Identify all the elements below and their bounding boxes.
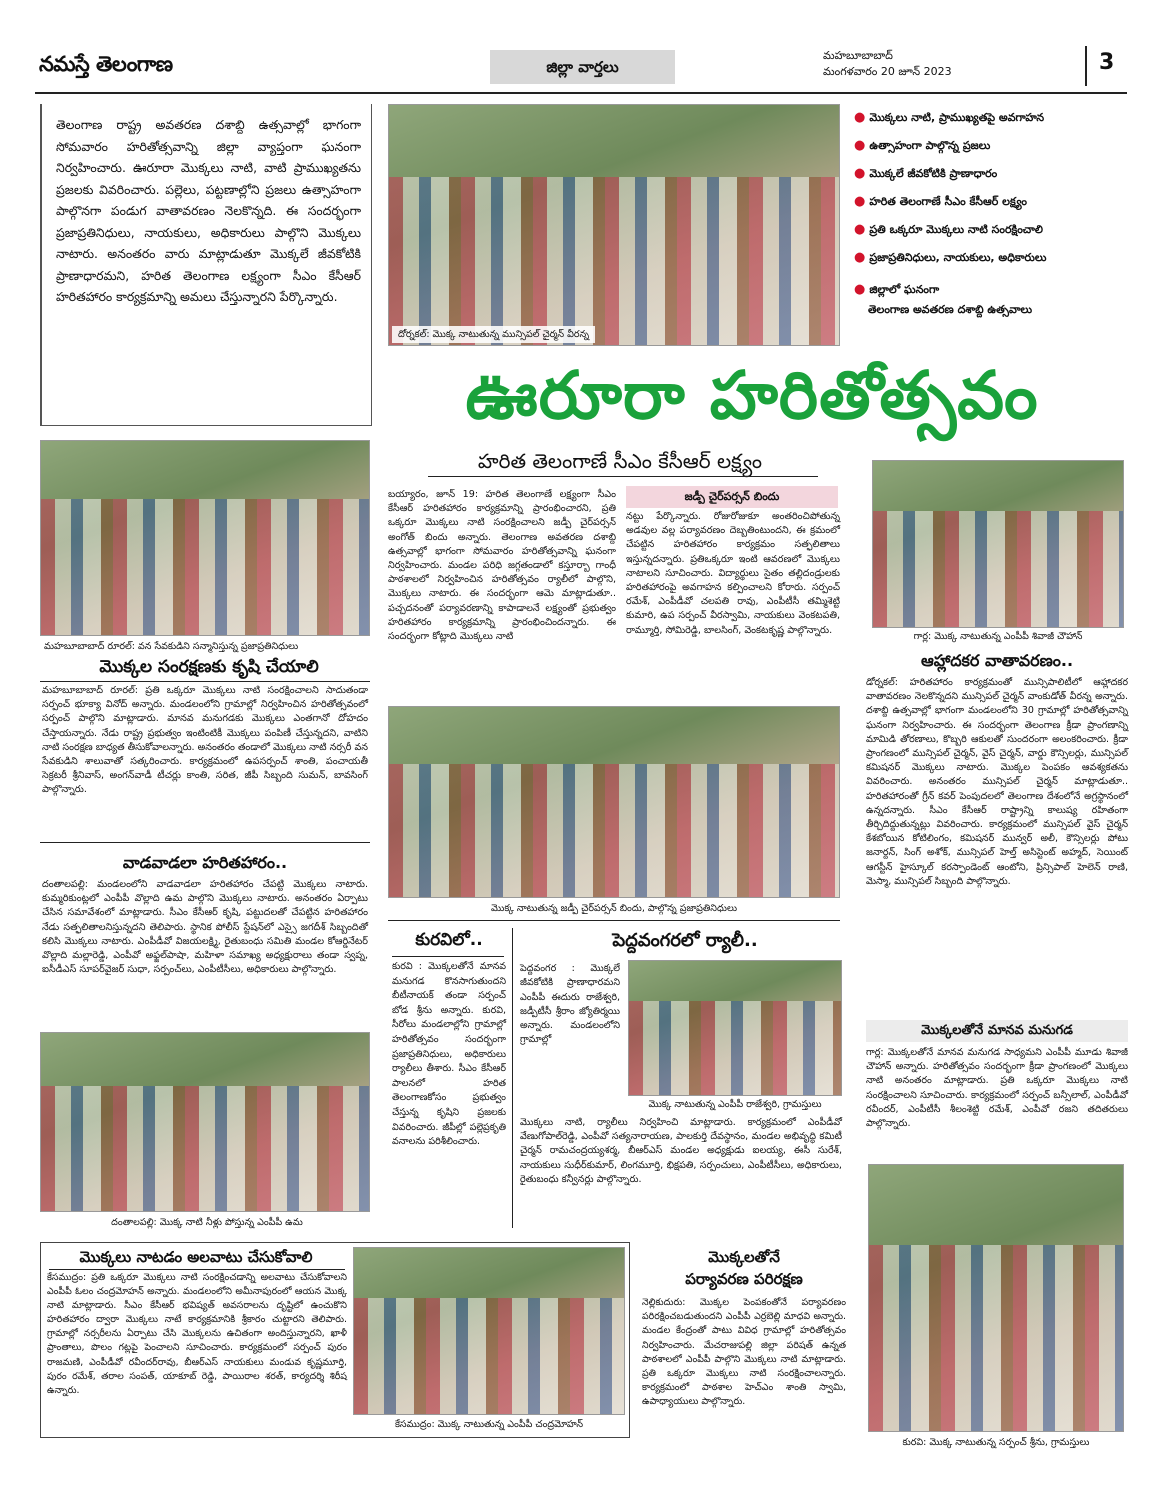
bottom-left-text: కేసముద్రం: ప్రతి ఒక్కరూ మొక్కలు నాటి సంరక్షించడాన్ని అలవాటు చేసుకోవాలని ఎంపీపీ ఓలం చంద్రమోహన్ అన్నారు. మండలంలోని అమీనాపురంలో ఆయన మొక్క నాటి మాట్లాడారు. సీఎం కేసీఆర్ భవిష్యత్ అవసరాలను దృష్టిలో ఉంచుకొని హరితహారం ద్వారా మొక్కలు నాటే కార్యక్రమానికి శ్రీకారం చుట్టారని తెలిపారు. గ్రామాల్లో నర్సరీలను ఏర్పాటు చేసి మొక్కలను ఉచితంగా అందిస్తున్నారని, ఖాళీ ప్రాంతాలు, పొలం గట్లపై పెంచాలని సూచించారు. కార్యక్రమంలో సర్పంచ్ పురం రాజమణి, ఎంపీడీవో రవీందర్‌రావు, బీఆర్‌ఎస్ నాయకులు మండువ కృష్ణమూర్తి, పురం రమేశ్, తరాల సంపత్, యాకూబ్ రెడ్డి, పాయిరాల శరత్, కార్యదర్శి శిరీష ఉన్నారు. xyxy=(47,1272,347,1396)
subheadline-underline xyxy=(428,476,818,477)
intro-text: తెలంగాణ రాష్ట్ర అవతరణ దశాబ్ది ఉత్సవాల్లో భాగంగా సోమవారం హరితోత్సవాన్ని జిల్లా వ్యాప్తంగా ఘనంగా నిర్వహించారు. ఊరూరా మొక్కలు నాటి, వాటి ప్రాముఖ్యతను ప్రజలకు వివరించారు. పల్లెలు, పట్టణాల్లోని ప్రజలు ఉత్సాహంగా పాల్గొనగా పండుగ వాతావరణం నెలకొన్నది. ఈ సందర్భంగా ప్రజాప్రతినిధులు, నాయకులు, అధికారులు పాల్గొని మొక్కలు నాటారు. అనంతరం వారు మాట్లాడుతూ మొక్కలే జీవకోటికి ప్రాణాధారమని, హరిత తెలంగాణ లక్ష్యంగా సీఎం కేసీఆర్ హరితహారం కార్యక్రమాన్ని అమలు చేస్తున్నారని పేర్కొన్నారు. xyxy=(56,117,361,304)
masthead-divider xyxy=(1085,46,1087,86)
left-mid-photo xyxy=(40,1032,370,1212)
date-label: మంగళవారం 20 జూన్ 2023 xyxy=(823,65,952,78)
right-text-2: గార్ల: మొక్కలతోనే మానవ మనుగడ సాధ్యమని ఎంపీపీ మూడు శివాజీ చౌహాన్ అన్నారు. హరితోత్సవం సందర్భంగా క్రీడా ప్రాంగణంలో మొక్కలు నాటి అనంతరం మాట్లాడారు. ప్రతి ఒక్కరూ మొక్కలు నాటి సంరక్షించాలని సూచించారు. కార్యక్రమంలో సర్పంచ్ బన్సీలాల్, ఎంపీడీవో రవీందర్, ఎంపీటీసీ శీలంశెట్టి రమేశ్, ఎంపీవో రజని తదితరులు పాల్గొన్నారు. xyxy=(866,1047,1128,1130)
bottom-left-caption: కేసముద్రం: మొక్క నాటుతున్న ఎంపీపీ చంద్రమోహన్ xyxy=(394,1419,584,1430)
bullet-item: ● హరిత తెలంగాణే సీఎం కేసీఆర్ లక్ష్యం xyxy=(854,194,1027,209)
bullet-item: ● ఉత్సాహంగా పాల్గొన్న ప్రజలు xyxy=(854,138,991,153)
top-photo-caption: దోర్నకల్: మొక్క నాటుతున్న మున్సిపల్ చైర్మన్ వీరన్న xyxy=(392,326,595,343)
right-heading-2: మొక్కలతోనే మానవ మనుగడ xyxy=(866,1020,1128,1042)
kuravi-text: కురవి : మొక్కలతోనే మానవ మనుగడ కొనసాగుతుందని బీటీనాయక్ తండా సర్పంచ్ బోడ శ్రీను అన్నారు. కురవి, సీరోలు మండలాల్లోని గ్రామాల్లో హరితోత్సవం సందర్భంగా ప్రజాప్రతినిధులు, అధికారులు ర్యాలీలు తీశారు. సీఎం కేసీఆర్ పాలనలో హరిత తెలంగాణకోసం ప్రభుత్వం చేస్తున్న కృషిని ప్రజలకు వివరించారు. జీపీల్లో పల్లెప్రకృతి వనాలను పరిశీలించారు. xyxy=(392,961,506,1148)
right-top-photo xyxy=(872,460,1124,628)
center-tag: జడ్పీ చైర్‌పర్సన్ బిందు xyxy=(626,486,838,508)
left-top-photo xyxy=(40,440,370,636)
bullet-item: ● జిల్లాలో ఘనంగా xyxy=(854,282,940,297)
peddavangara-photo xyxy=(628,960,842,1096)
bullet-item: ● మొక్కలు నాటి, ప్రాముఖ్యతపై అవగాహన xyxy=(854,110,1045,125)
right-bottom-photo xyxy=(868,1164,1124,1432)
divider xyxy=(40,842,370,843)
bottom-mid-heading-2: పర్యావరణ పరిరక్షణ xyxy=(685,1270,803,1288)
center-col2: నట్టు పేర్కొన్నారు. రోజురోజుకూ అంతరించిపోతున్న అడవుల వల్ల పర్యావరణం దెబ్బతింటుందని, ఈ క్రమంలో చేపట్టిన హరితహారం కార్యక్రమం సత్ఫలితాలు ఇస్తున్నదన్నారు. ప్రతిఒక్కరూ ఇంటి ఆవరణలో మొక్కలు నాటాలని సూచించారు. విద్యార్థులు సైతం తల్లిదండ్రులకు హరితహారంపై అవగాహన కల్పించాలని కోరారు. సర్పంచ్ రమేశ్, ఎంపీడీవో చలపతి రావు, ఎంపీటీసీ తమ్మిశెట్టి కుమారి, ఉప సర్పంచ్ వీరస్వామి, నాయకులు వెంకటపతి, రామ్మూర్తి, సోమిరెడ్డి, బాలసింగ్, వెంకటకృష్ణ పాల్గొన్నారు. xyxy=(626,511,840,636)
right-bottom-caption: కురవి: మొక్క నాటుతున్న సర్పంచ్ శ్రీను, గ్రామస్తులు xyxy=(902,1437,1090,1448)
bottom-left-photo xyxy=(353,1247,625,1415)
paper-name: నమస్తే తెలంగాణ xyxy=(39,52,173,76)
page-number: 3 xyxy=(1099,50,1115,75)
peddavangara-text-wide: మొక్కలు నాటి, ర్యాలీలు నిర్వహించి మాట్లాడారు. కార్యక్రమంలో ఎంపీడీవో వేణుగోపాల్‌రెడ్డి, ఎంపీవో సత్యనారాయణ, పాలకుర్తి దేవస్థానం, మండల అభివృద్ధి కమిటీ చైర్మన్ రామచంద్రయ్యశర్మ, బీఆర్‌ఎస్ మండల అధ్యక్షుడు ఐలయ్య, ఈసీ సురేశ్, నాయకులు సుధీర్‌కుమార్, లింగమూర్తి, భిక్షపతి, సర్పంచులు, ఎంపీటీసీలు, అధికారులు, రైతుబంధు కన్వీనర్లు పాల్గొన్నారు. xyxy=(520,1117,842,1185)
divider xyxy=(388,920,840,921)
intro-box xyxy=(40,104,372,426)
left-mid-caption: దంతాలపల్లి: మొక్క నాటి నీళ్లు పోస్తున్న ఎంపీపీ ఉమ xyxy=(111,1217,303,1228)
divider xyxy=(40,681,370,682)
bullet-item: తెలంగాణ అవతరణ దశాబ్ది ఉత్సవాలు xyxy=(868,303,1033,316)
right-top-caption: గార్ల: మొక్క నాటుతున్న ఎంపీపీ శివాజీ చౌహాన్ xyxy=(913,631,1083,642)
column-divider xyxy=(512,928,513,1228)
bullet-item: ● ప్రతి ఒక్కరూ మొక్కలు నాటి సంరక్షించాలి xyxy=(854,222,1043,237)
bottom-left-heading: మొక్కలు నాటడం అలవాటు చేసుకోవాలి xyxy=(79,1248,313,1266)
section-label: జిల్లా వార్తలు xyxy=(490,50,675,84)
left-top-caption: మహబూబాబాద్ రూరల్: వన సేవకుడిని సన్మానిస్తున్న ప్రజాప్రతినిధులు xyxy=(44,641,299,652)
bullet-item: ● మొక్కలే జీవకోటికి ప్రాణాధారం xyxy=(854,166,998,181)
headline: ఊరూరా హరితోత్సవం xyxy=(465,357,1039,434)
center-mid-caption: మొక్క నాటుతున్న జడ్పీ చైర్‌పర్సన్ బిందు, పాల్గొన్న ప్రజాప్రతినిధులు xyxy=(491,903,737,914)
top-photo xyxy=(388,104,840,346)
peddavangara-caption: మొక్క నాటుతున్న ఎంపీపీ రాజేశ్వరి, గ్రామస్తులు xyxy=(648,1099,822,1110)
divider xyxy=(392,956,504,957)
left-mid-heading: వాడవాడలా హరితహారం.. xyxy=(122,853,288,872)
center-col1: బయ్యారం, జూన్ 19: హరిత తెలంగాణే లక్ష్యంగా సీఎం కేసీఆర్ హరితహారం కార్యక్రమాన్ని ప్రారంభించారని, ప్రతి ఒక్కరూ మొక్కలు నాటి సంరక్షించాలని జడ్పీ చైర్‌పర్సన్ అంగోత్ బిందు అన్నారు. తెలంగాణ అవతరణ దశాబ్ది ఉత్సవాల్లో భాగంగా సోమవారం హరితోత్సవాన్ని ఘనంగా నిర్వహించారు. మండల పరిధి జగ్గతండాలో కస్తూర్బా గాంధీ పాఠశాలలో నిర్వహించిన హరితోత్సవం ర్యాలీలో పాల్గొని, మొక్కలు నాటారు. ఈ సందర్భంగా ఆమె మాట్లాడుతూ.. పచ్చదనంతో పర్యావరణాన్ని కాపాడాలనే లక్ష్యంతో ప్రభుత్వం హరితహారం కార్యక్రమాన్ని ప్రారంభించిందన్నారు. ఈ సందర్భంగా కోట్లాది మొక్కలు నాటి xyxy=(388,489,616,643)
peddavangara-heading: పెద్దవంగరలో ర్యాలీ.. xyxy=(612,930,758,951)
kuravi-heading: కురవిలో.. xyxy=(415,930,483,950)
masthead-rule xyxy=(35,92,1127,94)
right-heading-1: ఆహ్లాదకర వాతావరణం.. xyxy=(920,651,1074,670)
bottom-mid-heading-1: మొక్కలతోనే xyxy=(708,1248,780,1266)
center-mid-photo xyxy=(388,706,840,898)
divider xyxy=(49,1269,345,1270)
right-text-1: డోర్నకల్: హరితహారం కార్యక్రమంతో మున్సిపాలిటీలో ఆహ్లాదకర వాతావరణం నెలకొన్నదని మున్సిపల్ చైర్మన్ వాంకుడోత్ వీరన్న అన్నారు. దశాబ్ది ఉత్సవాల్లో భాగంగా మండలంలోని 30 గ్రామాల్లో హరితోత్సవాన్ని ఘనంగా నిర్వహించారు. ఈ సందర్భంగా తెలంగాణ క్రీడా ప్రాంగణాన్ని మామిడి తోరణాలు, కొబ్బరి ఆకులతో సుందరంగా అలంకరించారు. క్రీడా ప్రాంగణంలో మున్సిపల్ చైర్మన్, వైస్ చైర్మన్, వార్డు కౌన్సిలర్లు, మున్సిపల్ కమిషనర్ మొక్కలు నాటారు. మొక్కల పెంపకం ఆవశ్యకతను వివరించారు. అనంతరం మున్సిపల్ చైర్మన్ మాట్లాడుతూ.. హరితహారంతో గ్రీన్ కవర్ పెంపుదలలో తెలంగాణ దేశంలోనే అగ్రస్థానంలో ఉన్నదన్నారు. సీఎం కేసీఆర్ రాష్ట్రాన్ని కాలుష్య రహితంగా తీర్చిదిద్దుతున్నట్లు వివరించారు. కార్యక్రమంలో మున్సిపల్ వైస్ చైర్మన్ కేశబోయిన కోటిలింగం, కమిషనర్ మున్వర్ అలీ, కౌన్సిలర్లు పోటు జనార్దన్, సింగ్ అశోక్, మున్సిపల్ హెల్త్ అసిస్టెంట్ అహ్మద్, సెయింట్ ఆగస్టీన్ హైస్కూల్ కరస్పాండెంట్ ఆంటోని, ప్రిన్సిపాల్ హెలెన్ రాణి, మెస్మా, మున్సిపల్ సిబ్బంది పాల్గొన్నారు. xyxy=(866,677,1128,887)
subheadline: హరిత తెలంగాణే సీఎం కేసీఆర్ లక్ష్యం xyxy=(477,449,763,473)
peddavangara-text-narrow: పెద్దవంగర : మొక్కలే జీవకోటికి ప్రాణాధారమని ఎంపీపీ ఈదురు రాజేశ్వరి, జడ్పీటీసీ శ్రీరాం జ్యోతిర్మయి అన్నారు. మండలంలోని గ్రామాల్లో xyxy=(520,963,620,1046)
bottom-left-box xyxy=(40,1242,630,1438)
edition-label: మహబూబాబాద్ xyxy=(823,49,893,62)
left-mid-text: దంతాలపల్లి: మండలంలోని వాడవాడలా హరితహారం చేపట్టి మొక్కలు నాటారు. కుమ్మరికుంట్లలో ఎంపీపీ వొల్లాది ఉమ పాల్గొని మొక్కలు నాటారు. అనంతరం ఏర్పాటు చేసిన సమావేశంలో మాట్లాడారు. సీఎం కేసీఆర్ కృషి, పట్టుదలతో చేపట్టిన హరితహారం నేడు సత్ఫలితాలనిస్తున్నదని తెలిపారు. స్థానిక పోలీస్ స్టేషన్‌లో ఎస్సై జగదీశ్ సిబ్బందితో కలిసి మొక్కలు నాటారు. ఎంపీడీవో విజయలక్ష్మి, రైతుబంధు సమితి మండల కోఆర్డినేటర్ వొల్లాది మల్లారెడ్డి, ఎంపీవో అఫ్జల్‌పాషా, మహిళా సమాఖ్య అధ్యక్షురాలు తండా స్వప్న, ఐసీడీఎస్ సూపర్‌వైజర్ సుధా, సర్పంచ్‌లు, ఎంపీటీసీలు, అధికారులు పాల్గొన్నారు. xyxy=(42,879,368,976)
bullet-item: ● ప్రజాప్రతినిధులు, నాయకులు, అధికారులు xyxy=(854,250,1047,265)
masthead xyxy=(35,40,1127,96)
left-top-heading: మొక్కల సంరక్షణకు కృషి చేయాలి xyxy=(99,657,319,677)
bottom-mid-text: నెల్లికుదురు: మొక్కల పెంపకంతోనే పర్యావరణం పరిరక్షించబడుతుందని ఎంపీపీ ఎర్రబెల్లి మాధవి అన్నారు. మండల కేంద్రంతో పాటు వివిధ గ్రామాల్లో హరితోత్సవం నిర్వహించారు. మేచరాజుపల్లి జిల్లా పరిషత్ ఉన్నత పాఠశాలలో ఎంపీపీ పాల్గొని మొక్కలు నాటి మాట్లాడారు. ప్రతి ఒక్కరూ మొక్కలు నాటి సంరక్షించాలన్నారు. కార్యక్రమంలో పాఠశాల హెచ్‌ఎం శాంతి స్వామి, ఉపాధ్యాయులు పాల్గొన్నారు. xyxy=(642,1297,846,1408)
left-top-text: మహబూబాబాద్ రూరల్: ప్రతి ఒక్కరూ మొక్కలు నాటి సంరక్షించాలని సాదుతండా సర్పంచ్ భూక్యా వినోద్ అన్నారు. మండలంలోని గ్రామాల్లో నిర్వహించిన హరితోత్సవంలో సర్పంచ్ పాల్గొని మాట్లాడారు. మానవ మనుగడకు మొక్కలు ఎంతగానో దోహదం చేస్తాయన్నారు. నేడు రాష్ట్ర ప్రభుత్వం ఇంటింటికీ మొక్కలు పంపిణీ చేస్తున్నదని, వాటిని నాటి సంరక్షణ బాధ్యత తీసుకోవాలన్నారు. అనంతరం తండాలో మొక్కలు నాటి నర్సరీ వన సేవకుడిని శాలువాతో సత్కరించారు. కార్యక్రమంలో ఉపసర్పంచ్ శాంతి, పంచాయతీ సెక్రటరీ శ్రీనివాస్, అంగన్‌వాడీ టీచర్లు కాంతి, సరిత, జీపీ సిబ్బంది సుమన్, బావసింగ్ పాల్గొన్నారు. xyxy=(42,685,368,796)
